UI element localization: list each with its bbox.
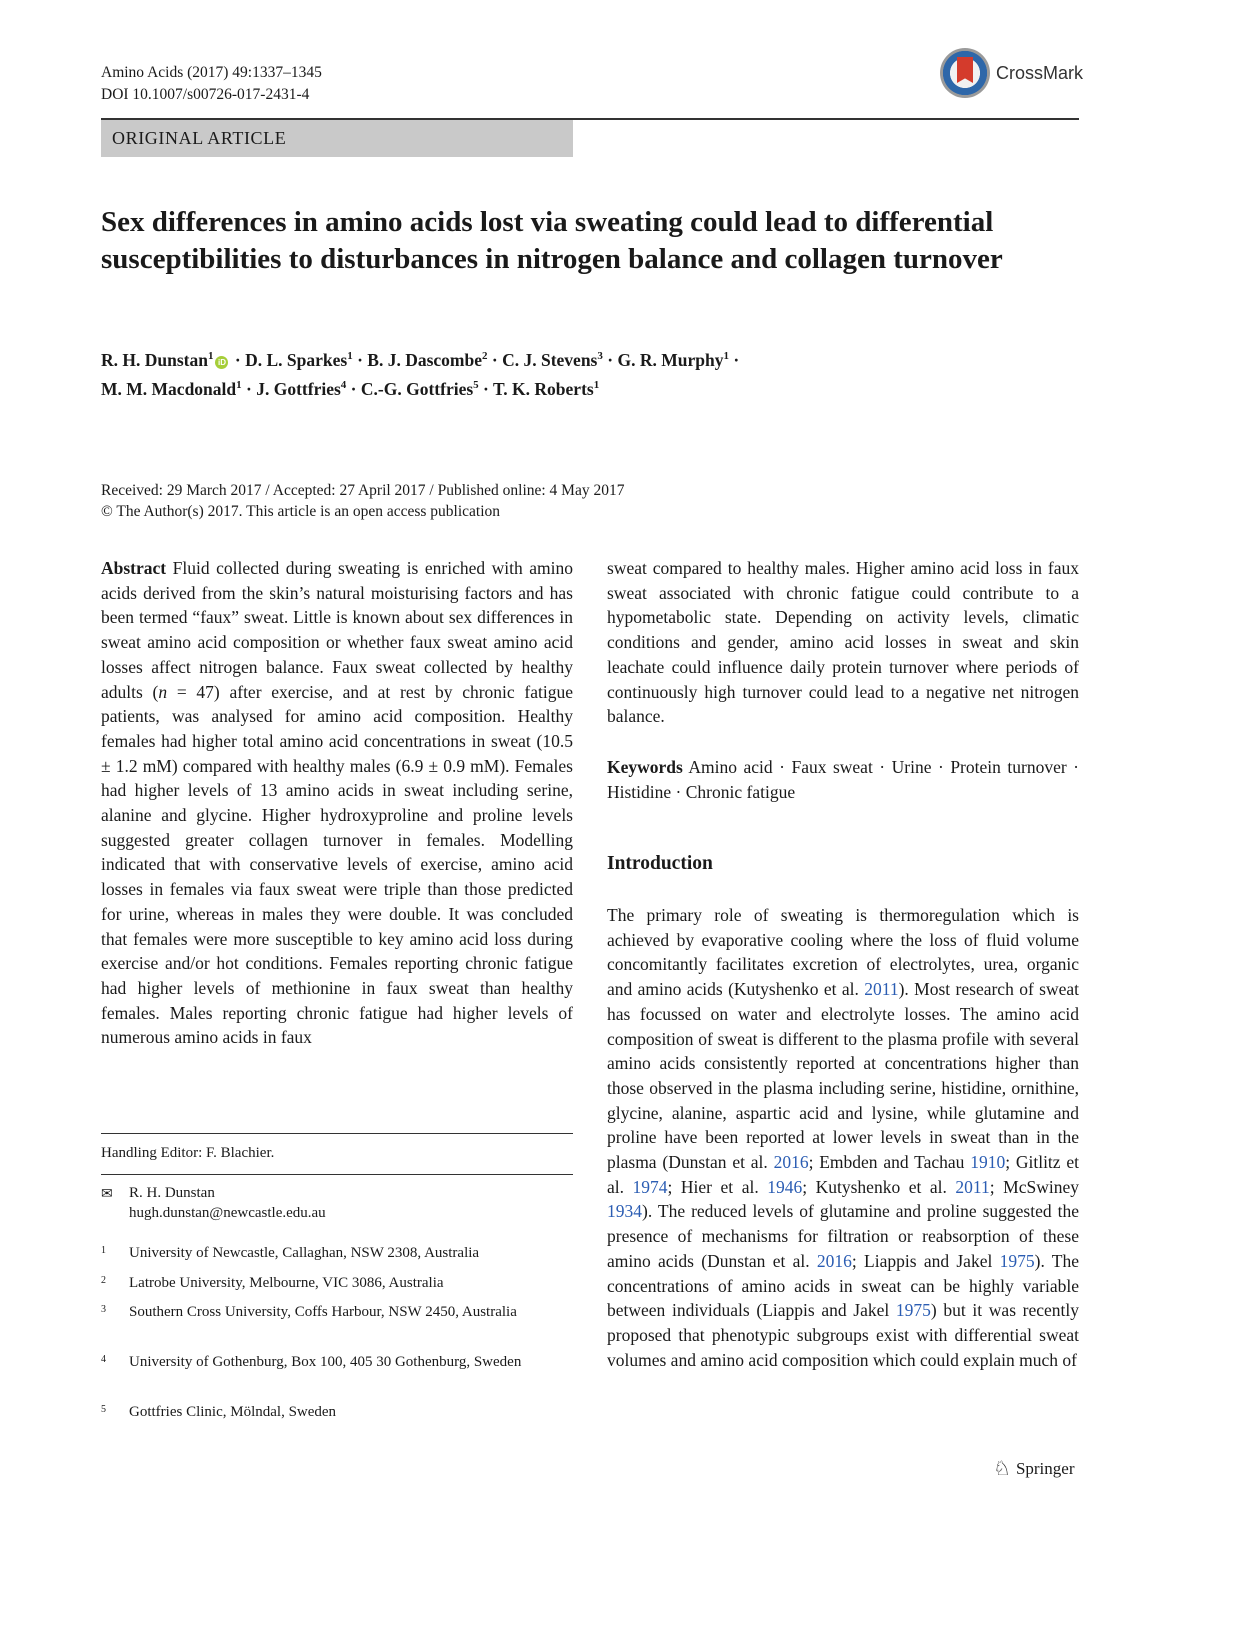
handling-editor: Handling Editor: F. Blachier.	[101, 1145, 275, 1161]
corresponding-name: R. H. Dunstan	[129, 1185, 215, 1201]
affiliation-ref: 4	[340, 378, 347, 391]
citation-link[interactable]: 1910	[970, 1152, 1006, 1173]
abstract-continued: sweat compared to healthy males. Higher amino acid loss in faux sweat associated with chronic fatigue could contribute to a hypometabolic state. Depending on activity levels, climatic conditions and gender, amino acid losses in sweat and skin leachate could influence daily protein turnover where periods of continuously high turnover could lead to a negative net nitrogen balance.	[607, 558, 1079, 727]
affiliation-number: 3	[101, 1304, 106, 1315]
citation-link[interactable]: 2016	[773, 1152, 809, 1173]
author[interactable]: R. H. Dunstan	[101, 349, 208, 370]
footnote-rule	[101, 1133, 573, 1134]
springer-horse-icon: ♘	[993, 1458, 1011, 1480]
crossmark-icon	[940, 48, 990, 98]
left-column	[101, 556, 573, 1050]
abstract-label: Abstract	[101, 558, 167, 578]
citation-link[interactable]: 1975	[999, 1250, 1035, 1271]
author[interactable]: C.-G. Gottfries	[360, 378, 474, 399]
keywords-label: Keywords	[607, 756, 683, 777]
crossmark-badge[interactable]	[940, 48, 1083, 98]
section-heading-introduction: Introduction	[607, 853, 713, 875]
footnote-rule	[101, 1174, 573, 1175]
affiliation-text: Southern Cross University, Coffs Harbour, NSW 2450, Australia	[129, 1304, 517, 1320]
doi-line: DOI 10.1007/s00726-017-2431-4	[101, 86, 310, 103]
keywords: Keywords Amino acid · Faux sweat · Urine · Protein turnover · Histidine · Chronic fatigue	[607, 756, 1079, 802]
affiliation-ref: 1	[593, 378, 600, 391]
article-type-banner: ORIGINAL ARTICLE	[101, 120, 573, 157]
affiliation-ref: 1	[723, 350, 729, 362]
author[interactable]: J. Gottfries	[256, 378, 341, 399]
author[interactable]: M. M. Macdonald	[101, 378, 237, 399]
article-dates	[101, 480, 624, 522]
affiliation-text: Gottfries Clinic, Mölndal, Sweden	[129, 1404, 337, 1420]
citation-link[interactable]: 1946	[767, 1176, 803, 1197]
affiliation-number: 5	[101, 1404, 106, 1415]
affiliation-ref: 1	[207, 350, 214, 362]
citation-link[interactable]: 1934	[607, 1201, 642, 1222]
affiliation-ref: 1	[347, 350, 353, 362]
citation-link[interactable]: 2011	[864, 979, 899, 1000]
envelope-icon: ✉	[101, 1187, 113, 1202]
orcid-icon[interactable]: iD	[215, 356, 228, 369]
right-column	[607, 556, 1079, 1372]
affiliation-number: 4	[101, 1354, 106, 1365]
author[interactable]: T. K. Roberts	[492, 378, 594, 399]
affiliation-ref: 3	[597, 350, 603, 362]
license-line: © The Author(s) 2017. This article is an open access publication	[101, 503, 501, 520]
author-list: R. H. Dunstan$^1$iD · D. L. Sparkes$^1$ · B. J. Dascombe$^2$ · C. J. Stevens$^3$ · G. R. Murphy$^1$ · M. M. Macdonald$^1$ · J. Gottfries$^4$ · C.-G. Gottfries$^5$ · T. K. Roberts$^1$	[101, 349, 740, 399]
journal-line: Amino Acids (2017) 49:1337–1345	[101, 64, 322, 81]
author[interactable]: C. J. Stevens	[502, 349, 598, 370]
affiliation-number: 1	[101, 1245, 106, 1256]
citation-link[interactable]: 2016	[816, 1250, 852, 1271]
corresponding-email[interactable]: hugh.dunstan@newcastle.edu.au	[129, 1205, 326, 1221]
citation-link[interactable]: 1975	[895, 1300, 931, 1321]
author[interactable]: B. J. Dascombe	[367, 349, 482, 370]
affiliation-text: University of Newcastle, Callaghan, NSW 2308, Australia	[129, 1245, 480, 1261]
affiliation-text: University of Gothenburg, Box 100, 405 30 Gothenburg, Sweden	[129, 1354, 522, 1370]
affiliation-ref: 2	[482, 350, 488, 362]
affiliation-number: 2	[101, 1275, 106, 1286]
journal-citation	[101, 62, 322, 106]
citation-link[interactable]: 2011	[955, 1176, 990, 1197]
crossmark-label: CrossMark	[996, 62, 1084, 83]
abstract: Abstract Fluid collected during sweating is enriched with amino acids derived from the skin’s natural moisturising factors and has been termed “faux” sweat. Little is known about sex differences in sweat amino acid composition or whether faux sweat amino acid losses affect nitrogen balance. Faux sweat collected by healthy adults (n = 47) after exercise, and at rest by chronic fatigue patients, was analysed for amino acid composition. Healthy females had higher total amino acid concentrations in sweat (10.5 ± 1.2 mM) compared with healthy males (6.9 ± 0.9 mM). Females had higher levels of 13 amino acids in sweat including serine, alanine and glycine. Higher hydroxyproline and proline levels suggested greater collagen turnover in females. Modelling indicated that with conservative levels of exercise, amino acid losses in females via faux sweat were triple than those predicted for urine, whereas in males they were double. It was concluded that females were more susceptible to key amino acid loss during exercise and/or hot conditions. Females reporting chronic fatigue had higher levels of methionine in faux sweat than healthy females. Males reporting chronic fatigue had higher levels of numerous amino acids in faux	[101, 558, 573, 1048]
citation-link[interactable]: 1974	[632, 1176, 668, 1197]
author[interactable]: G. R. Murphy	[617, 349, 724, 370]
publisher-logo	[993, 1456, 1074, 1481]
paper-title: Sex differences in amino acids lost via sweating could lead to differential susceptibilities to disturbances in nitrogen balance and collagen turnover	[101, 206, 1003, 275]
publisher-name: Springer	[1015, 1458, 1075, 1478]
affiliation-text: Latrobe University, Melbourne, VIC 3086, Australia	[129, 1275, 444, 1291]
publication-history: Received: 29 March 2017 / Accepted: 27 April 2017 / Published online: 4 May 2017	[101, 482, 625, 499]
affiliation-ref: 1	[236, 378, 242, 391]
author[interactable]: D. L. Sparkes	[245, 349, 348, 370]
affiliation-ref: 5	[473, 378, 479, 391]
introduction-paragraph: The primary role of sweating is thermoregulation which is achieved by evaporative cooling where the loss of fluid volume concomitantly facilitates excretion of electrolytes, urea, organic and amino acids (Kutyshenko et al. 2011). Most research of sweat has focussed on water and electrolyte losses. The amino acid composition of sweat is different to the plasma profile with several amino acids consistently reported at concentrations higher than those observed in the plasma including serine, histidine, ornithine, glycine, alanine, aspartic acid and lysine, while glutamine and proline have been reported at lower levels in sweat than in the plasma (Dunstan et al. 2016; Embden and Tachau 1910; Gitlitz et al. 1974; Hier et al. 1946; Kutyshenko et al. 2011; McSwiney 1934). The reduced levels of glutamine and proline suggested the presence of mechanisms for filtration or reabsorption of these amino acids (Dunstan et al. 2016; Liappis and Jakel 1975). The concentrations of amino acids in sweat can be highly variable between individuals (Liappis and Jakel 1975) but it was recently proposed that phenotypic subgroups exist with differential sweat volumes and amino acid composition which could explain much of	[607, 905, 1080, 1370]
